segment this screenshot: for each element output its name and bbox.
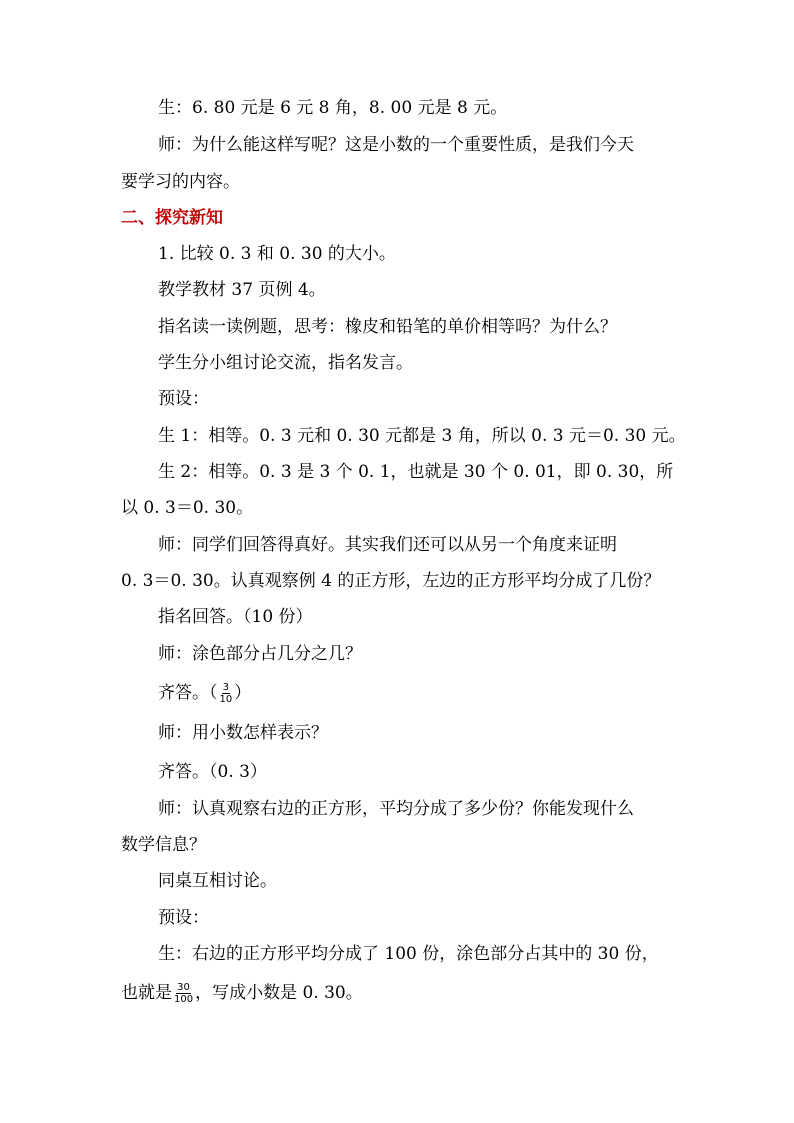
fraction-numerator: 3 xyxy=(222,682,230,693)
fraction-three-tenths xyxy=(219,682,234,705)
paragraph-line: 数学信息？ xyxy=(121,835,206,855)
fraction-numerator: 30 xyxy=(177,982,190,993)
paragraph-line: 0. 3＝0. 30。认真观察例 4 的正方形，左边的正方形平均分成了几份？ xyxy=(121,571,661,591)
paragraph-line: 要学习的内容。 xyxy=(121,172,240,192)
paragraph-line: 生 1：相等。0. 3 元和 0. 30 元都是 3 角，所以 0. 3 元＝0. 30 元。 xyxy=(158,426,686,446)
line-text: ） xyxy=(234,683,252,703)
paragraph-line: 师：认真观察右边的正方形，平均分成了多少份？你能发现什么 xyxy=(158,799,634,819)
paragraph-line: 生：右边的正方形平均分成了 100 份，涂色部分占其中的 30 份， xyxy=(158,944,659,964)
fraction-denominator: 100 xyxy=(174,994,194,1005)
paragraph-line: 同桌互相讨论。 xyxy=(158,871,277,891)
paragraph-line: 以 0. 3＝0. 30。 xyxy=(121,498,254,518)
section-heading: 二、探究新知 xyxy=(121,208,223,228)
paragraph-line-with-fraction xyxy=(158,675,251,711)
line-text: ，写成小数是 0. 30。 xyxy=(195,983,363,1003)
fraction-thirty-hundredths xyxy=(173,982,194,1005)
line-text: 齐答。（ xyxy=(158,683,218,703)
line-text: 也就是 xyxy=(121,983,172,1003)
paragraph-line: 师：为什么能这样写呢？这是小数的一个重要性质，是我们今天 xyxy=(158,135,634,155)
paragraph-line: 生：6. 80 元是 6 元 8 角，8. 00 元是 8 元。 xyxy=(158,98,508,118)
paragraph-line: 师：同学们回答得真好。其实我们还可以从另一个角度来证明 xyxy=(158,535,617,555)
paragraph-line: 生 2：相等。0. 3 是 3 个 0. 1，也就是 30 个 0. 01，即 0. 30，所 xyxy=(158,462,674,482)
paragraph-line: 指名读一读例题，思考：橡皮和铅笔的单价相等吗？为什么？ xyxy=(158,317,617,337)
paragraph-line-with-fraction xyxy=(121,975,363,1011)
paragraph-line: 预设： xyxy=(158,389,209,409)
paragraph-line: 齐答。（0. 3） xyxy=(158,762,267,782)
paragraph-line: 师：用小数怎样表示？ xyxy=(158,723,328,743)
paragraph-line: 预设： xyxy=(158,908,209,928)
fraction-denominator: 10 xyxy=(219,694,233,705)
paragraph-line: 师：涂色部分占几分之几？ xyxy=(158,644,362,664)
paragraph-line: 指名回答。（10 份） xyxy=(158,607,313,627)
paragraph-line: 学生分小组讨论交流，指名发言。 xyxy=(158,353,413,373)
paragraph-line: 教学教材 37 页例 4。 xyxy=(158,280,326,300)
paragraph-line: 1. 比较 0. 3 和 0. 30 的大小。 xyxy=(158,244,396,264)
